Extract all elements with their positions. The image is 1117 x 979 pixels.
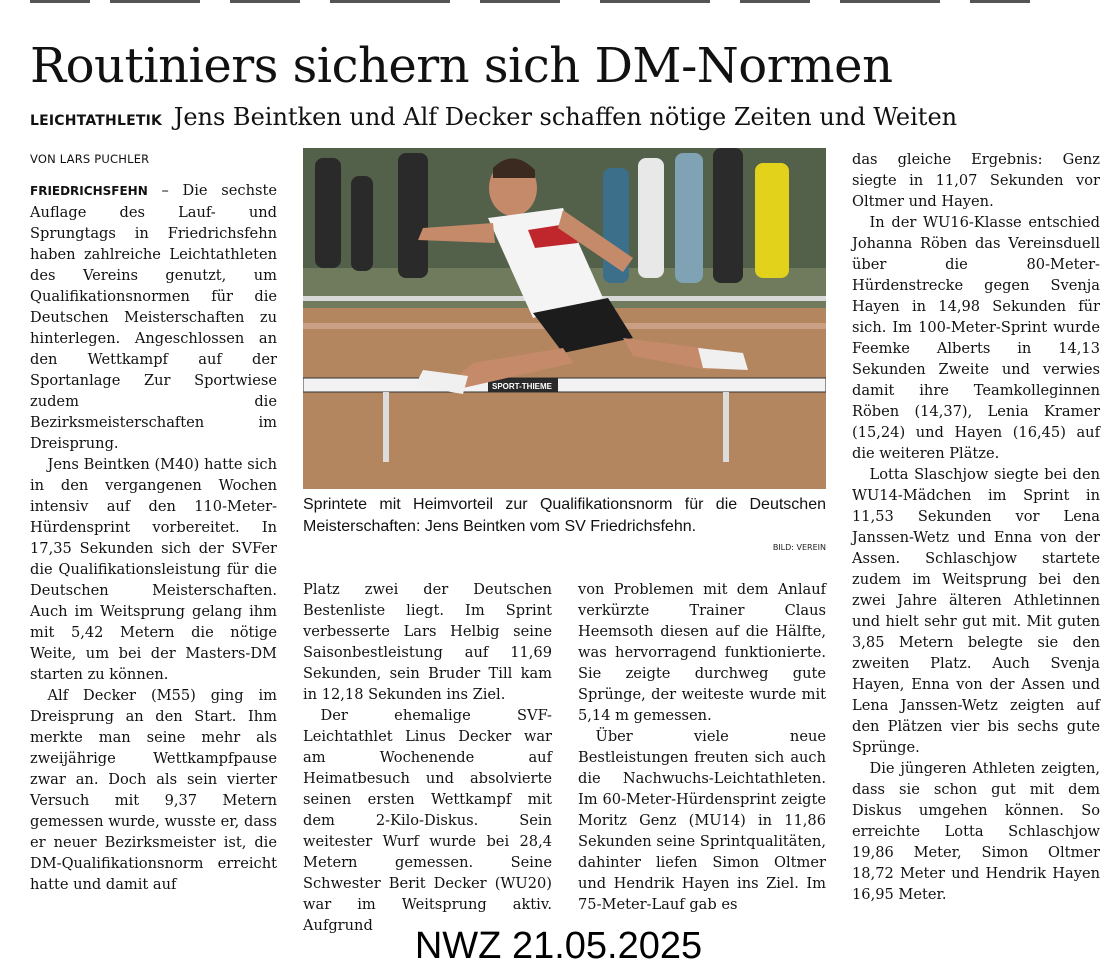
paragraph: das gleiche Ergebnis: Genz siegte in 11,07 Sekunden vor Oltmer und Hayen. [852,151,1100,210]
paragraph: In der WU16-Klasse entschied Johanna Röben das Vereinsduell über die 80-Meter-Hürdenstrecke gegen Svenja Hayen in 14,98 Sekunden für sich. Im 100-Meter-Sprint wurde Feemke Alberts in 14,13 Sekunden Zweite und verwies damit ihre Teamkolleginnen Röben (14,37), Lenia Kramer (15,24) und Hayen (16,45) auf die weiteren Plätze. [852,214,1100,462]
article-column-1 [30,149,277,895]
paragraph: von Problemen mit dem Anlauf verkürzte Trainer Claus Heemsoth diesen auf die Hälfte, was hervorragend funktionierte. Sie zeigte durchweg gute Sprünge, der weiteste wurde mit 5,14 m gemessen. [578,581,826,724]
dateline: FRIEDRICHSFEHN [30,184,148,198]
byline: VON LARS PUCHLER [30,152,150,166]
photo-credit: BILD: VEREIN [772,543,826,552]
source-date-stamp: NWZ 21.05.2025 [414,925,703,967]
paragraph: FRIEDRICHSFEHN – Die sechste Auflage des Lauf- und Sprungtags in Friedrichsfehn haben zahlreiche Leichtathleten des Vereins genutzt, um Qualifikationsnormen für die Deutschen Meisterschaften zu hinterlegen. Angeschlossen an den Wettkampf auf der Sportanlage Zur Sportwiese zudem die Bezirksmeisterschaften im Dreisprung. [30,182,277,452]
cut-off-text-strip [0,0,1117,4]
article-photo [303,148,826,489]
paragraph: Die jüngeren Athleten zeigten, dass sie schon gut mit dem Diskus umgehen können. So erreichte Lotta Schlaschjow 19,86 Meter, Simon Oltmer 18,72 Meter und Hendrik Hayen 16,95 Meter. [852,760,1100,903]
paragraph: Über viele neue Bestleistungen freuten sich auch die Nachwuchs-Leichtathleten. Im 60-Meter-Hürdensprint zeigte Moritz Genz (MU14) in 11,86 Sekunden seine Sprintqualitäten, dahinter liefen Simon Oltmer und Hendrik Hayen ins Ziel. Im 75-Meter-Lauf gab es [578,728,826,913]
paragraph: Alf Decker (M55) ging im Dreisprung an den Start. Ihm merkte man seine mehr als zweijährige Wettkampfpause zwar an. Doch als sein vierter Versuch mit 9,37 Metern gemessen wurde, wusste er, dass er neuer Bezirksmeister ist, die DM-Qualifikationsnorm erreicht hatte und damit auf [30,687,277,893]
article-column-2 [303,579,552,936]
paragraph: Lotta Slaschjow siegte bei den WU14-Mädchen im Sprint in 11,53 Sekunden vor Lena Janssen-Wetz und Enna von der Assen. Schlaschjow startete zudem im Weitsprung bei den zwei Jahre älteren Athletinnen und hielt sehr gut mit. Mit guten 3,85 Metern belegte sie den zweiten Platz. Auch Svenja Hayen, Enna von der Assen und Lena Janssen-Wetz zeigten auf den Plätzen vier bis sechs gute Sprünge. [852,466,1100,756]
section-kicker: LEICHTATHLETIK [30,113,163,129]
paragraph: Platz zwei der Deutschen Bestenliste liegt. Im Sprint verbesserte Lars Helbig seine Saisonbestleistung auf 11,69 Sekunden, sein Bruder Till kam in 12,18 Sekunden ins Ziel. [303,581,552,703]
article-subheadline [30,99,957,139]
subheadline-text: Jens Beintken und Alf Decker schaffen nötige Zeiten und Weiten [173,103,958,131]
photo-caption: Sprintete mit Heimvorteil zur Qualifikationsnorm für die Deutschen Meisterschaften: Jens Beintken vom SV Friedrichsfehn. [303,496,826,535]
paragraph: Jens Beintken (M40) hatte sich in den vergangenen Wochen intensiv auf den 110-Meter-Hürdensprint vorbereitet. In 17,35 Sekunden sich der SVFer die Qualifikationsleistung für die Deutschen Meisterschaften. Auch im Weitsprung gelang ihm mit 5,42 Metern die nötige Weite, um bei der Masters-DM starten zu können. [30,456,277,683]
hurdler-photo-illustration [303,148,826,489]
article-headline: Routiniers sichern sich DM-Normen [30,38,893,94]
article-column-4 [852,149,1100,905]
article-column-3 [578,579,826,915]
paragraph: Der ehemalige SVF-Leichtathlet Linus Decker war am Wochenende auf Heimatbesuch und absolvierte seinen ersten Wettkampf mit dem 2-Kilo-Diskus. Sein weitester Wurf wurde bei 28,4 Metern gemessen. Seine Schwester Berit Decker (WU20) war im Weitsprung aktiv. Aufgrund [303,707,552,934]
hurdle-sign-text: SPORT-THIEME [492,382,553,391]
